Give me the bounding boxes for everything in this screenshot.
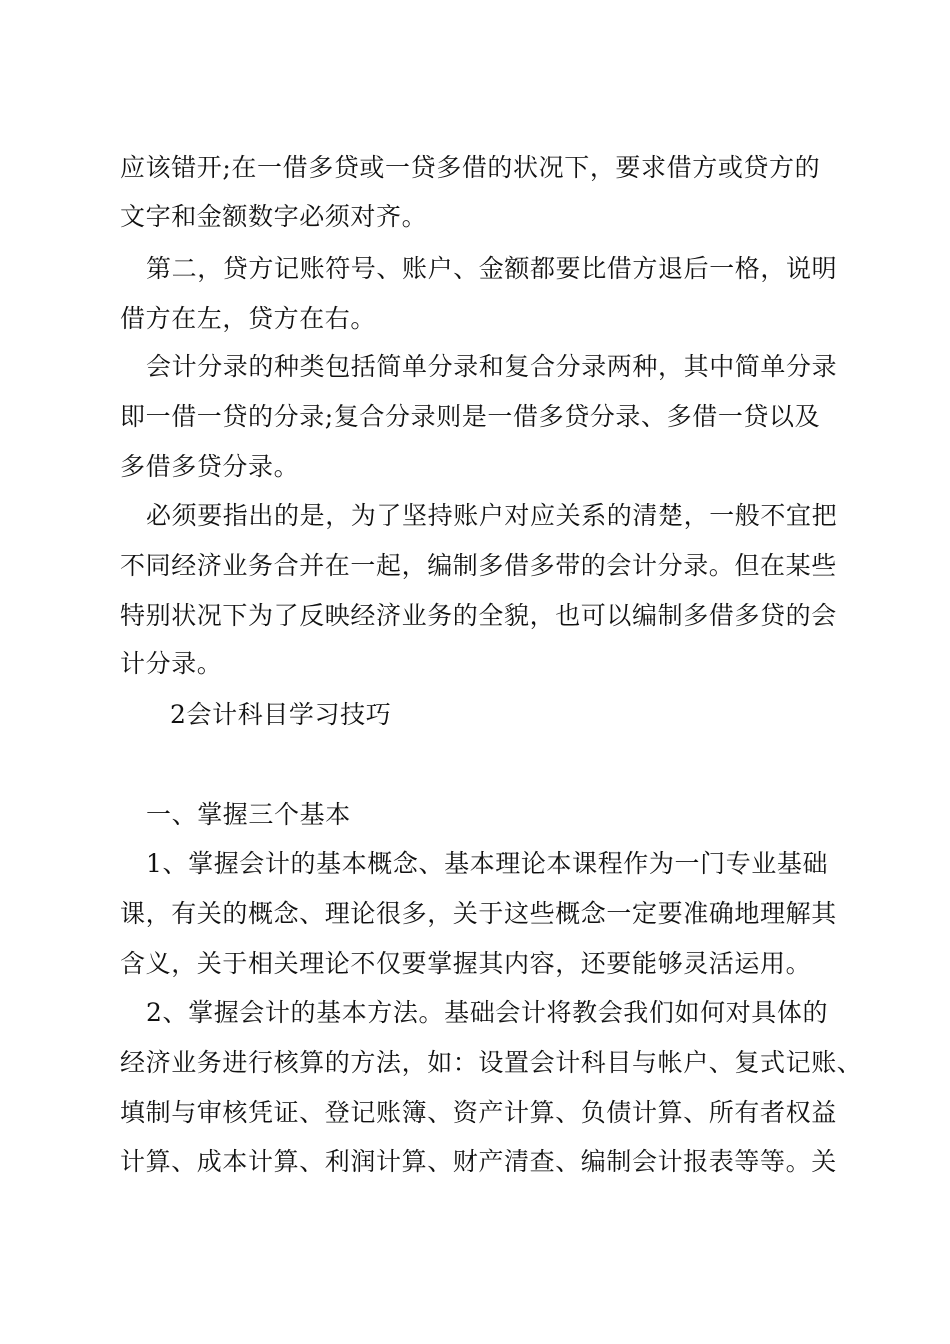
section-heading: 2会计科目学习技巧 bbox=[170, 700, 392, 729]
text-line: 含义，关于相关理论不仅要掌握其内容，还要能够灵活运用。 bbox=[120, 949, 812, 978]
text-line: 填制与审核凭证、登记账簿、资产计算、负债计算、所有者权益 bbox=[120, 1098, 837, 1127]
paragraph-start-line: 2、掌握会计的基本方法。基础会计将教会我们如何对具体的 bbox=[146, 998, 829, 1027]
text-line: 经济业务进行核算的方法，如：设置会计科目与帐户、复式记账、 bbox=[120, 1048, 863, 1077]
text-line: 特别状况下为了反映经济业务的全貌，也可以编制多借多贷的会 bbox=[120, 601, 837, 630]
text-line: 不同经济业务合并在一起，编制多借多带的会计分录。但在某些 bbox=[120, 551, 837, 580]
paragraph-start-line: 1、掌握会计的基本概念、基本理论本课程作为一门专业基础 bbox=[146, 849, 829, 878]
text-line: 借方在左，贷方在右。 bbox=[120, 304, 377, 333]
text-line: 文字和金额数字必须对齐。 bbox=[120, 202, 428, 231]
text-line: 计算、成本计算、利润计算、财产清查、编制会计报表等等。关 bbox=[120, 1147, 837, 1176]
text-line: 应该错开;在一借多贷或一贷多借的状况下，要求借方或贷方的 bbox=[120, 153, 821, 182]
text-line: 即一借一贷的分录;复合分录则是一借多贷分录、多借一贷以及 bbox=[120, 402, 821, 431]
text-line: 多借多贷分录。 bbox=[120, 452, 300, 481]
paragraph-start-line: 第二，贷方记账符号、账户、金额都要比借方退后一格，说明 bbox=[146, 254, 838, 283]
text-line: 课，有关的概念、理论很多，关于这些概念一定要准确地理解其 bbox=[120, 899, 837, 928]
paragraph-start-line: 必须要指出的是，为了坚持账户对应关系的清楚，一般不宜把 bbox=[146, 501, 838, 530]
subsection-heading: 一、掌握三个基本 bbox=[146, 800, 351, 829]
text-line: 计分录。 bbox=[120, 649, 223, 678]
paragraph-start-line: 会计分录的种类包括简单分录和复合分录两种，其中简单分录 bbox=[146, 352, 838, 381]
